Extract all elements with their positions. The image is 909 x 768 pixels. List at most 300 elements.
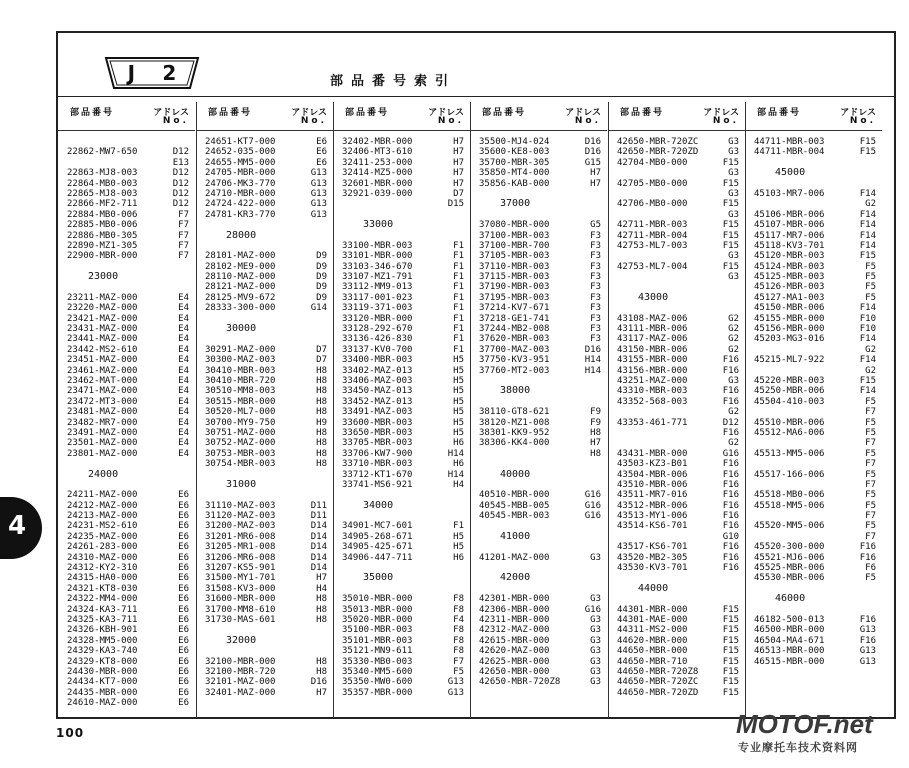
- address-code: D9: [316, 282, 327, 293]
- address-code: D9: [316, 292, 327, 303]
- index-row: [608, 231, 745, 241]
- address-code: H7: [316, 573, 327, 584]
- index-row: [745, 220, 882, 230]
- part-number: 35013-MBR-000: [342, 604, 413, 615]
- section-heading: [470, 573, 607, 583]
- address-code: F5: [865, 261, 876, 272]
- part-number: 22885-MB0-006: [67, 220, 138, 231]
- part-number: 42311-MBR-000: [479, 614, 550, 625]
- spacer-row: [470, 480, 607, 490]
- part-number: 45103-MR7-006: [754, 188, 825, 199]
- address-code: E6: [316, 157, 327, 168]
- index-row: [745, 501, 882, 511]
- address-code: F16: [722, 542, 739, 553]
- address-code: D16: [310, 677, 327, 688]
- address-code: E13: [172, 157, 189, 168]
- part-number: 46500-MBR-000: [754, 625, 825, 636]
- part-number: 32100-MBR-000: [205, 656, 276, 667]
- address-code: H8: [316, 604, 327, 615]
- index-column-1: [58, 102, 195, 708]
- index-row: [58, 407, 195, 417]
- part-number: 42625-MBR-000: [479, 656, 550, 667]
- part-number: 43504-MBR-006: [617, 469, 688, 480]
- index-row: [745, 563, 882, 573]
- address-code: H8: [316, 386, 327, 397]
- section-badge: [104, 56, 200, 90]
- index-row: [745, 428, 882, 438]
- address-code: F5: [865, 490, 876, 501]
- address-code: E6: [178, 614, 189, 625]
- address-code: E6: [178, 646, 189, 657]
- part-number: 45512-MA6-006: [754, 427, 825, 438]
- index-row: [608, 646, 745, 656]
- index-row: [745, 231, 882, 241]
- address-code: H8: [316, 407, 327, 418]
- address-code: F15: [722, 220, 739, 231]
- index-row: [58, 532, 195, 542]
- address-code: G10: [722, 531, 739, 542]
- index-row: [745, 303, 882, 313]
- index-row: [58, 168, 195, 178]
- index-row: [470, 418, 607, 428]
- spacer-row: [745, 605, 882, 615]
- address-code: F16: [722, 479, 739, 490]
- address-code: D12: [172, 147, 189, 158]
- spacer-row: [196, 241, 333, 251]
- part-number: 33600-MBR-003: [342, 417, 413, 428]
- header-address-no: No.: [437, 116, 464, 126]
- part-number: 30754-MBR-003: [205, 459, 276, 470]
- part-number: 45518-MB0-006: [754, 490, 825, 501]
- part-number: 41201-MAZ-000: [479, 552, 550, 563]
- address-code: F10: [859, 313, 876, 324]
- address-code: F5: [865, 396, 876, 407]
- address-code: H5: [453, 386, 464, 397]
- address-code: F16: [859, 552, 876, 563]
- part-number: 43155-MBR-000: [617, 355, 688, 366]
- part-number: 38120-MZ1-008: [479, 417, 550, 428]
- part-number: 22886-MB0-305: [67, 230, 138, 241]
- header-part-number: 部品番号: [208, 108, 253, 118]
- column-header: [58, 102, 195, 131]
- index-row: [333, 646, 470, 656]
- address-code: F7: [865, 407, 876, 418]
- address-code: F14: [859, 303, 876, 314]
- address-code: H8: [316, 427, 327, 438]
- index-row: [745, 449, 882, 459]
- index-row: [333, 158, 470, 168]
- part-number: 43503-KZ3-B01: [617, 459, 688, 470]
- part-number: 30752-MAZ-000: [205, 438, 276, 449]
- index-row: [608, 158, 745, 168]
- spacer-row: [470, 563, 607, 573]
- part-number: 23491-MAZ-000: [67, 427, 138, 438]
- index-row: [196, 438, 333, 448]
- part-number: 42706-MB0-000: [617, 199, 688, 210]
- address-code: E4: [178, 303, 189, 314]
- section-heading: [470, 532, 607, 542]
- address-code: F15: [722, 240, 739, 251]
- index-row: [58, 251, 195, 261]
- section-number: 35000: [363, 572, 394, 584]
- index-column-5: [608, 102, 745, 698]
- part-number: 33406-MAZ-003: [342, 375, 413, 386]
- index-row: [608, 501, 745, 511]
- address-code: H5: [453, 407, 464, 418]
- index-row: [58, 573, 195, 583]
- section-heading: [745, 168, 882, 178]
- part-number: 31700-MM8-610: [205, 604, 276, 615]
- address-code: G16: [584, 511, 601, 522]
- part-number: 32100-MBR-720: [205, 666, 276, 677]
- address-code: D15: [447, 199, 464, 210]
- index-row: [608, 418, 745, 428]
- spacer-row: [333, 511, 470, 521]
- address-code: G14: [310, 303, 327, 314]
- address-code: G3: [590, 594, 601, 605]
- index-row: [608, 376, 745, 386]
- index-row: [608, 677, 745, 687]
- column-divider: [608, 102, 609, 718]
- spacer-row: [333, 231, 470, 241]
- address-code: F15: [859, 147, 876, 158]
- index-row: [333, 147, 470, 157]
- part-number: 43352-568-003: [617, 396, 688, 407]
- part-number: 33706-KW7-900: [342, 448, 413, 459]
- address-code: D7: [316, 355, 327, 366]
- index-row: [196, 199, 333, 209]
- part-number: 31500-MY1-701: [205, 573, 276, 584]
- address-code: H8: [316, 666, 327, 677]
- part-number: 34905-425-671: [342, 542, 413, 553]
- index-row: [58, 314, 195, 324]
- address-code: E6: [178, 521, 189, 532]
- index-row: [58, 553, 195, 563]
- address-code: D11: [310, 500, 327, 511]
- index-row: [196, 553, 333, 563]
- index-column-2: [196, 102, 333, 698]
- address-code: H5: [453, 396, 464, 407]
- address-code: F15: [722, 656, 739, 667]
- part-number: 24329-KA3-740: [67, 646, 138, 657]
- index-row: [58, 605, 195, 615]
- index-row: [745, 397, 882, 407]
- index-row: [196, 158, 333, 168]
- address-code: E6: [178, 604, 189, 615]
- section-number: 40000: [500, 468, 531, 480]
- address-code: G2: [728, 324, 739, 335]
- part-number: 44650-MBR-720ZC: [617, 677, 699, 688]
- index-row: [470, 303, 607, 313]
- index-row: [58, 303, 195, 313]
- index-row: [608, 636, 745, 646]
- part-number: 45127-MA1-003: [754, 292, 825, 303]
- address-code: F5: [865, 521, 876, 532]
- part-number: 43353-461-771: [617, 417, 688, 428]
- address-code: F1: [453, 313, 464, 324]
- part-number: 24705-MBR-000: [205, 168, 276, 179]
- address-code: F15: [722, 604, 739, 615]
- address-code: D16: [584, 137, 601, 147]
- part-number: 22884-MB0-006: [67, 209, 138, 220]
- index-row: [333, 615, 470, 625]
- index-row: [745, 657, 882, 667]
- part-number: 38306-KK4-000: [479, 438, 550, 449]
- part-number: 24651-KT7-000: [205, 137, 276, 147]
- part-number: 31730-MAS-601: [205, 614, 276, 625]
- part-number: 34906-447-711: [342, 552, 413, 563]
- address-code: H7: [453, 178, 464, 189]
- watermark-logo: MOTOF.net: [736, 709, 873, 739]
- address-code: G13: [447, 677, 464, 688]
- section-number: 38000: [500, 385, 531, 397]
- index-row: [58, 511, 195, 521]
- spacer-row: [196, 314, 333, 324]
- part-number: 30753-MBR-003: [205, 448, 276, 459]
- index-row: [58, 231, 195, 241]
- index-row: [333, 449, 470, 459]
- index-row: [470, 179, 607, 189]
- address-code: H8: [316, 365, 327, 376]
- part-number: 43156-MBR-000: [617, 365, 688, 376]
- part-number: 22864-MB0-003: [67, 178, 138, 189]
- address-code: E6: [178, 563, 189, 574]
- address-code: E6: [178, 666, 189, 677]
- part-number: 45525-MBR-006: [754, 563, 825, 574]
- address-code: H8: [316, 614, 327, 625]
- index-row: [745, 625, 882, 635]
- address-code: F5: [865, 573, 876, 584]
- index-row: [470, 262, 607, 272]
- address-code: G3: [728, 188, 739, 199]
- address-code: F7: [178, 230, 189, 241]
- address-code: F16: [722, 469, 739, 480]
- spacer-row: [470, 210, 607, 220]
- part-number: 45250-MBR-006: [754, 386, 825, 397]
- address-code: E6: [178, 625, 189, 636]
- header-address-no: No.: [712, 116, 739, 126]
- index-row: [58, 542, 195, 552]
- index-row: [608, 397, 745, 407]
- address-code: F7: [178, 209, 189, 220]
- page-number: 100: [56, 726, 85, 740]
- index-row: [745, 366, 882, 376]
- part-number: 32101-MAZ-000: [205, 677, 276, 688]
- part-number: 24652-035-000: [205, 147, 276, 158]
- part-number: 37080-MBR-000: [479, 220, 550, 231]
- address-code: F3: [590, 251, 601, 262]
- address-code: H7: [590, 438, 601, 449]
- address-code: H14: [447, 469, 464, 480]
- part-number: 43108-MAZ-006: [617, 313, 688, 324]
- part-number: 35700-MBR-305: [479, 157, 550, 168]
- index-row: [58, 376, 195, 386]
- index-row: [333, 657, 470, 667]
- index-row: [196, 615, 333, 625]
- part-number: 33400-MBR-003: [342, 355, 413, 366]
- address-code: E6: [178, 635, 189, 646]
- section-number: 32000: [226, 634, 257, 646]
- section-number: 45000: [775, 167, 806, 179]
- badge-number: 2: [162, 61, 177, 85]
- index-row: [470, 667, 607, 677]
- part-number: 32414-MZ5-000: [342, 168, 413, 179]
- address-code: E6: [178, 573, 189, 584]
- part-number: 33128-292-670: [342, 324, 413, 335]
- index-row: [333, 137, 470, 147]
- index-row: [470, 282, 607, 292]
- address-code: G2: [865, 365, 876, 376]
- part-number: 24231-MS2-610: [67, 521, 138, 532]
- spacer-row: [608, 594, 745, 604]
- index-row: [333, 438, 470, 448]
- address-code: F15: [722, 199, 739, 210]
- section-heading: [196, 480, 333, 490]
- index-row: [333, 334, 470, 344]
- address-code: F7: [865, 511, 876, 522]
- part-number: 22862-MW7-650: [67, 147, 138, 158]
- index-row: [196, 521, 333, 531]
- address-code: F15: [859, 375, 876, 386]
- part-number: 45150-MBR-006: [754, 303, 825, 314]
- part-number: 23431-MAZ-000: [67, 324, 138, 335]
- header-part-number: 部品番号: [345, 108, 390, 118]
- column-header: [196, 102, 333, 131]
- index-row: [608, 386, 745, 396]
- address-code: F15: [722, 635, 739, 646]
- address-code: D12: [172, 199, 189, 210]
- header-address: アドレス: [428, 108, 464, 118]
- address-code: F3: [590, 230, 601, 241]
- spacer-row: [58, 480, 195, 490]
- index-row: [333, 314, 470, 324]
- index-row: [470, 490, 607, 500]
- address-code: G13: [859, 656, 876, 667]
- part-number: 24261-283-000: [67, 542, 138, 553]
- part-number: 24435-MBR-000: [67, 687, 138, 698]
- spacer-row: [470, 397, 607, 407]
- address-code: F3: [590, 261, 601, 272]
- address-code: G16: [584, 604, 601, 615]
- part-number: 42306-MBR-000: [479, 604, 550, 615]
- address-code: D14: [310, 542, 327, 553]
- address-code: F15: [722, 646, 739, 657]
- index-row: [608, 168, 745, 178]
- part-number: 37620-MBR-003: [479, 334, 550, 345]
- part-number: 28110-MAZ-000: [205, 272, 276, 283]
- part-number: 43310-MBR-003: [617, 386, 688, 397]
- index-row: [58, 449, 195, 459]
- index-row: [608, 220, 745, 230]
- column-header: [608, 102, 745, 131]
- part-number: 45106-MBR-006: [754, 209, 825, 220]
- index-row: [470, 314, 607, 324]
- index-row: [196, 168, 333, 178]
- index-row: [58, 563, 195, 573]
- address-code: D9: [316, 272, 327, 283]
- index-row: [470, 605, 607, 615]
- header-address-no: No.: [574, 116, 601, 126]
- address-code: E4: [178, 355, 189, 366]
- index-row: [608, 314, 745, 324]
- index-row: [470, 636, 607, 646]
- address-code: F5: [865, 282, 876, 293]
- section-number: 30000: [226, 323, 257, 335]
- address-code: D9: [316, 251, 327, 262]
- address-code: F15: [859, 137, 876, 147]
- part-number: 33452-MAZ-013: [342, 396, 413, 407]
- section-number: 33000: [363, 219, 394, 231]
- column-divider: [470, 102, 471, 718]
- part-number: 44650-MBR-720ZD: [617, 687, 699, 698]
- address-code: F7: [453, 656, 464, 667]
- index-row: [745, 542, 882, 552]
- spacer-row: [608, 303, 745, 313]
- badge-letter: J: [127, 61, 136, 85]
- address-code: D9: [316, 261, 327, 272]
- index-row: [470, 334, 607, 344]
- index-row: [196, 303, 333, 313]
- part-number: 43150-MBR-006: [617, 344, 688, 355]
- part-number: 45504-410-003: [754, 396, 825, 407]
- index-row: [58, 501, 195, 511]
- section-heading: [58, 470, 195, 480]
- header-address: アドレス: [565, 108, 601, 118]
- part-number: 40545-MBR-003: [479, 511, 550, 522]
- part-number: 37100-MBR-700: [479, 240, 550, 251]
- address-code: F7: [865, 459, 876, 470]
- index-row: [333, 199, 470, 209]
- index-row: [745, 345, 882, 355]
- part-number: 31120-MAZ-003: [205, 511, 276, 522]
- address-code: H7: [453, 157, 464, 168]
- address-code: F16: [859, 542, 876, 553]
- part-number: 45156-MBR-000: [754, 324, 825, 335]
- address-code: G2: [728, 407, 739, 418]
- index-row: [196, 563, 333, 573]
- address-code: E6: [178, 542, 189, 553]
- part-number: 30291-MAZ-000: [205, 344, 276, 355]
- index-row: [58, 657, 195, 667]
- part-number: 37700-MAZ-003: [479, 344, 550, 355]
- address-code: G2: [865, 199, 876, 210]
- index-row: [58, 698, 195, 708]
- address-code: D14: [310, 521, 327, 532]
- index-row: [608, 147, 745, 157]
- part-number: 22890-MZ1-305: [67, 240, 138, 251]
- address-code: F1: [453, 292, 464, 303]
- address-code: H8: [316, 656, 327, 667]
- address-code: F4: [453, 614, 464, 625]
- address-code: G3: [728, 147, 739, 158]
- part-number: 30300-MAZ-003: [205, 355, 276, 366]
- index-row: [470, 231, 607, 241]
- index-row: [333, 251, 470, 261]
- part-number: 33705-MBR-003: [342, 438, 413, 449]
- part-number: 30410-MBR-003: [205, 365, 276, 376]
- address-code: G3: [728, 168, 739, 179]
- address-code: H8: [316, 594, 327, 605]
- address-code: H7: [590, 168, 601, 179]
- part-number: 43514-KS6-701: [617, 521, 688, 532]
- part-number: 44301-MAE-000: [617, 614, 688, 625]
- index-row: [196, 418, 333, 428]
- address-code: F1: [453, 521, 464, 532]
- index-row: [58, 199, 195, 209]
- part-number: 42615-MBR-000: [479, 635, 550, 646]
- address-code: F7: [178, 240, 189, 251]
- part-number: 28333-300-000: [205, 303, 276, 314]
